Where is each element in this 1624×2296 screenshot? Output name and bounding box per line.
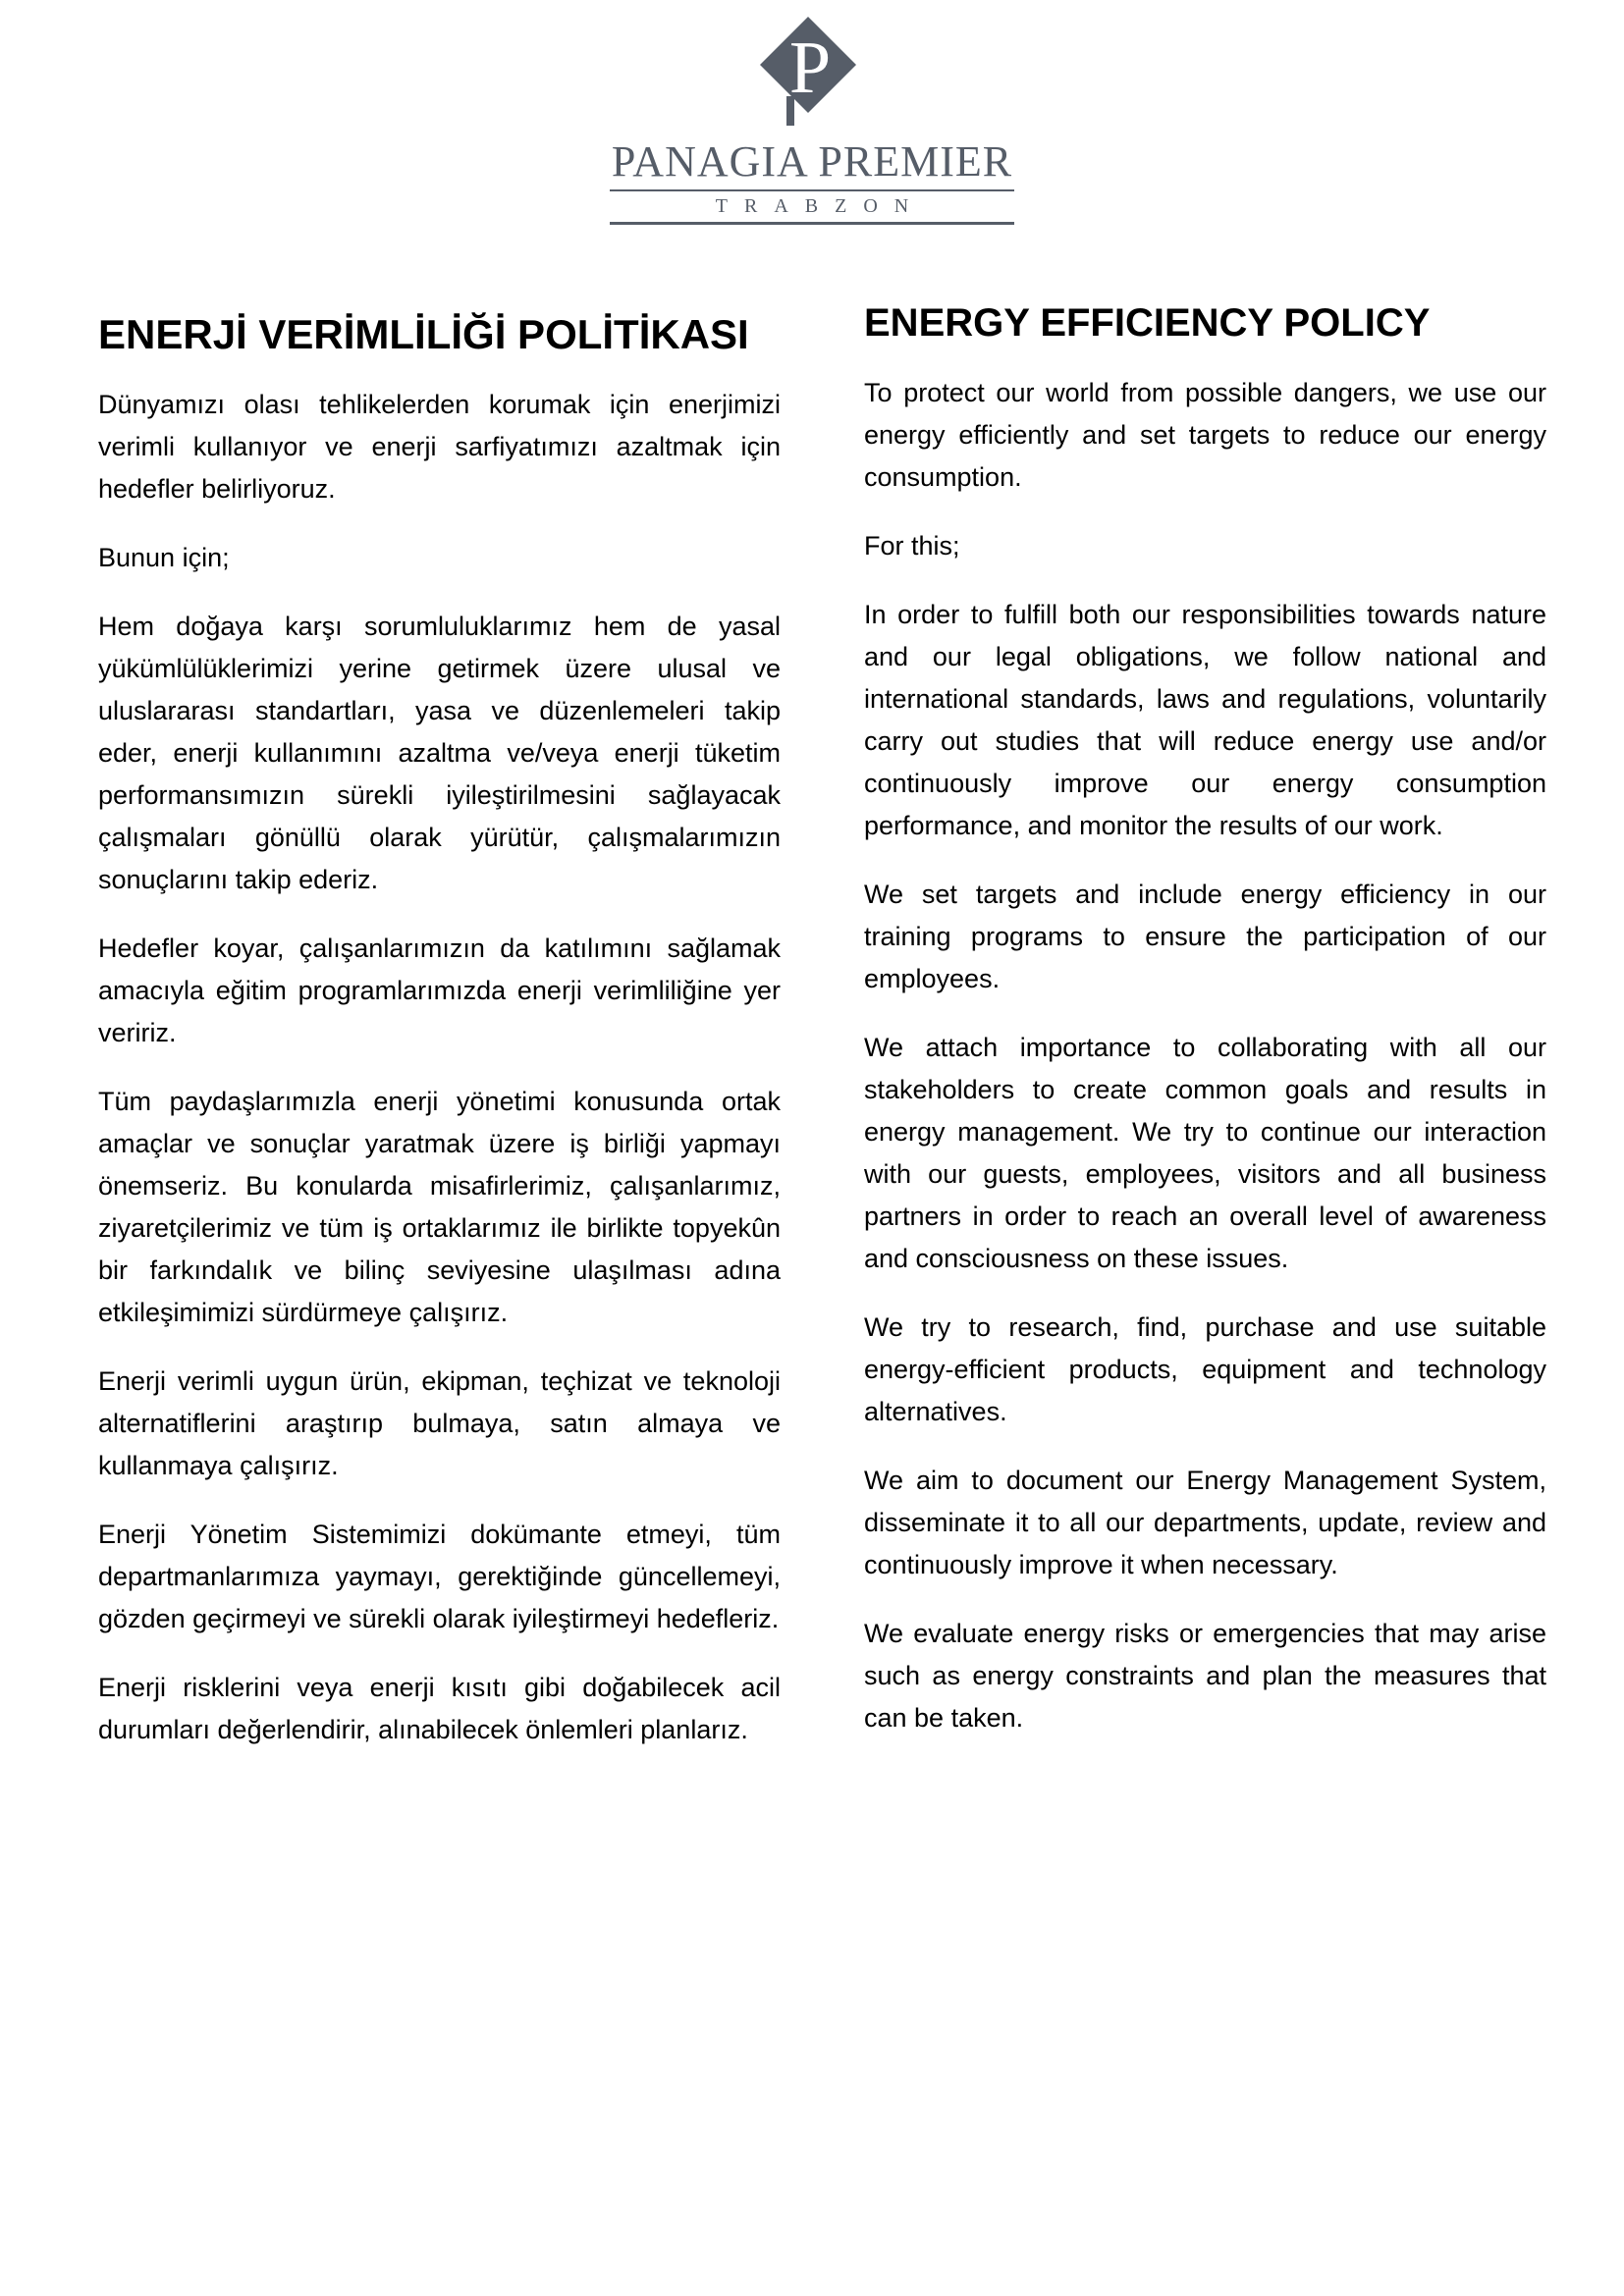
brand-rule-bottom <box>610 222 1014 225</box>
policy-title-english: ENERGY EFFICIENCY POLICY <box>864 301 1431 345</box>
brand-subtitle: TRABZON <box>715 195 926 217</box>
policy-lead-in: Bunun için; <box>98 543 230 572</box>
english-column <box>864 299 1546 1778</box>
policy-paragraph: Enerji risklerini veya enerji kısıtı gibi doğabilecek acil durumları değerlendirir, alınabilecek önlemleri planlarız. <box>98 1673 781 1744</box>
logo-monogram-letter: P <box>788 27 832 109</box>
policy-paragraph: We evaluate energy risks or emergencies that may arise such as energy constraints and plan the measures that can be taken. <box>864 1619 1546 1733</box>
policy-paragraph: We attach importance to collaborating with all our stakeholders to create common goals and results in energy management. We try to continue our interaction with our guests, employees, visitors and all business partners in order to reach an overall level of awareness and consciousness on these issues. <box>864 1033 1546 1273</box>
policy-paragraph: Enerji Yönetim Sistemimizi dokümante etmeyi, tüm departmanlarımıza yaymayı, gerektiğinde güncellemeyi, gözden geçirmeyi ve sürekli olarak iyileştirmeyi hedefleriz. <box>98 1520 781 1633</box>
policy-columns <box>0 301 1624 1778</box>
policy-paragraph: Enerji verimli uygun ürün, ekipman, teçhizat ve teknoloji alternatiflerini araştırıp bulmaya, satın almaya ve kullanmaya çalışırız. <box>98 1366 781 1480</box>
policy-paragraph: We try to research, find, purchase and use suitable energy-efficient products, equipment and technology alternatives. <box>864 1312 1546 1426</box>
policy-paragraph: Hem doğaya karşı sorumluluklarımız hem de yasal yükümlülüklerimizi yerine getirmek üzere ulusal ve uluslararası standartları, yasa ve düzenlemeleri takip eder, enerji kullanımını azaltma ve/veya enerji tüketim performansımızın sürekli iyileştirilmesini sağlayacak çalışmaları gönüllü olarak yürütür, çalışmalarımızın sonuçlarını takip ederiz. <box>98 612 781 894</box>
brand-rule-top <box>610 189 1014 191</box>
policy-title-turkish: ENERJİ VERİMLİLİĞİ POLİTİKASI <box>98 311 749 357</box>
policy-paragraph: Hedefler koyar, çalışanlarımızın da katılımını sağlamak amacıyla eğitim programlarımızda enerji verimliliğine yer veririz. <box>98 934 781 1047</box>
policy-paragraph: We aim to document our Energy Management System, disseminate it to all our departments, update, review and continuously improve it when necessary. <box>864 1466 1546 1579</box>
policy-paragraph: To protect our world from possible dangers, we use our energy efficiently and set targets to reduce our energy consumption. <box>864 378 1546 492</box>
brand-name: PANAGIA PREMIER <box>611 137 1013 186</box>
policy-paragraph: Dünyamızı olası tehlikelerden korumak için enerjimizi verimli kullanıyor ve enerji sarfiyatımızı azaltmak için hedefler belirliyoruz. <box>98 390 781 504</box>
hotel-logo <box>606 14 1018 225</box>
logo-monogram-mark <box>743 14 881 137</box>
policy-paragraph: We set targets and include energy efficiency in our training programs to ensure the participation of our employees. <box>864 880 1546 993</box>
turkish-column <box>98 311 781 1778</box>
policy-paragraph: In order to fulfill both our responsibilities towards nature and our legal obligations, we follow national and international standards, laws and regulations, voluntarily carry out studies that will reduce energy use and/or continuously improve our energy consumption performance, and monitor the results of our work. <box>864 600 1546 840</box>
policy-lead-in: For this; <box>864 531 960 561</box>
policy-paragraph: Tüm paydaşlarımızla enerji yönetimi konusunda ortak amaçlar ve sonuçlar yaratmak üzere iş birliği yapmayı önemseriz. Bu konularda misafirlerimiz, çalışanlarımız, ziyaretçilerimiz ve tüm iş ortaklarımız ile birlikte topyekûn bir farkındalık ve bilinç seviyesine ulaşılması adına etkileşimimizi sürdürmeye çalışırız. <box>98 1087 781 1327</box>
